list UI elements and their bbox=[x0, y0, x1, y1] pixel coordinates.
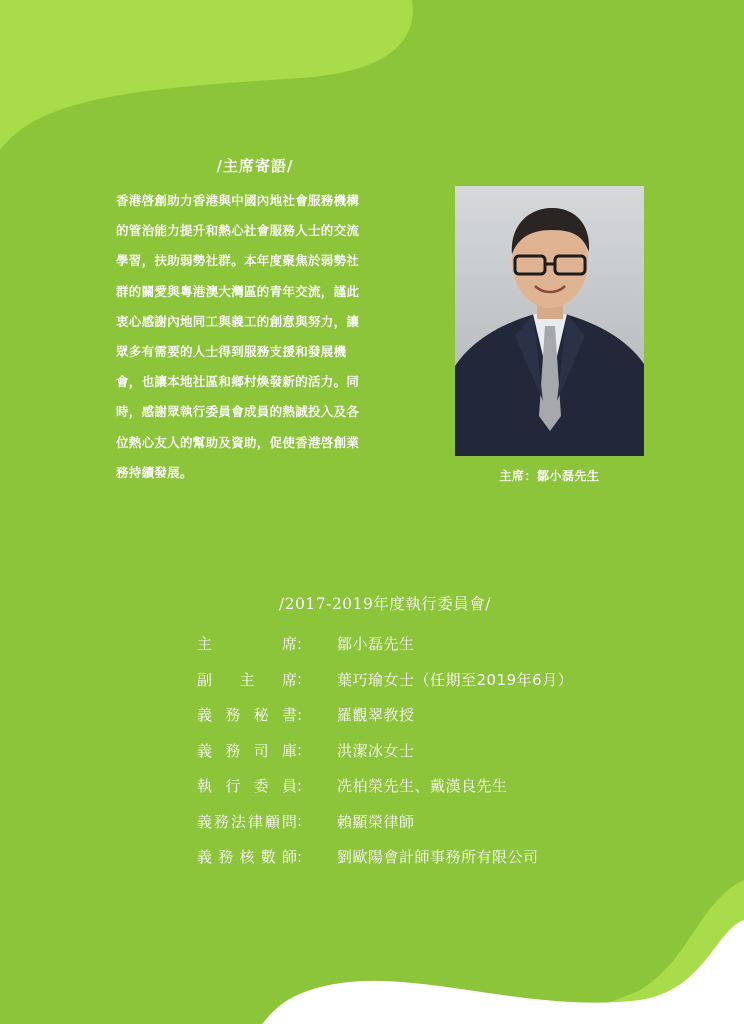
message-line: 衷心感謝內地同工與義工的創意與努力，讓 bbox=[116, 313, 360, 329]
committee-colon: : bbox=[297, 776, 303, 795]
committee-role: 義 務 法 律 顧 問 bbox=[197, 812, 297, 831]
message-line: 群的關愛與粵港澳大灣區的青年交流，謹此 bbox=[116, 283, 360, 299]
message-line: 位熱心友人的幫助及資助，促使香港啓創業 bbox=[116, 434, 360, 450]
committee-colon: : bbox=[297, 634, 303, 653]
committee-role: 主 席 bbox=[197, 635, 297, 654]
committee-member-name: 羅觀翠教授 bbox=[337, 706, 415, 725]
committee-colon: : bbox=[297, 705, 303, 724]
committee-role: 執 行 委 員 bbox=[197, 777, 297, 796]
message-line: 香港啓創助力香港與中國內地社會服務機構 bbox=[116, 193, 360, 208]
committee-member-name: 賴顯榮律師 bbox=[337, 812, 415, 831]
committee-role: 義 務 秘 書 bbox=[197, 706, 297, 725]
committee-role: 副 主 席 bbox=[197, 670, 297, 689]
committee-row bbox=[197, 626, 677, 662]
committee-row bbox=[197, 768, 677, 804]
top-light-wave bbox=[0, 0, 413, 150]
message-line: 時，感謝眾執行委員會成員的熱誠投入及各 bbox=[116, 404, 360, 420]
message-line: 會，也讓本地社區和鄉村煥發新的活力。同 bbox=[116, 374, 360, 390]
committee-colon: : bbox=[297, 847, 303, 866]
committee-row bbox=[197, 733, 677, 769]
message-line: 務持續發展。 bbox=[116, 464, 193, 480]
committee-role: 義 務 核 數 師 bbox=[197, 848, 297, 867]
message-line: 學習，扶助弱勢社群。本年度聚焦於弱勢社 bbox=[116, 253, 360, 269]
committee-row bbox=[197, 662, 677, 698]
committee-row bbox=[197, 839, 677, 875]
photo-caption: 主席：鄒小磊先生 bbox=[499, 469, 600, 483]
committee-role: 義 務 司 庫 bbox=[197, 741, 297, 760]
chairman-message-text bbox=[116, 186, 398, 488]
committee-member-name: 洪潔冰女士 bbox=[337, 741, 415, 760]
chairman-message-heading: /主席寄語/ bbox=[216, 157, 294, 175]
committee-row bbox=[197, 697, 677, 733]
committee-list bbox=[197, 626, 677, 875]
committee-member-name: 鄒小磊先生 bbox=[337, 635, 415, 654]
committee-row bbox=[197, 804, 677, 840]
committee-heading: /2017-2019年度執行委員會/ bbox=[278, 595, 492, 613]
message-line: 眾多有需要的人士得到服務支援和發展機 bbox=[116, 344, 347, 360]
committee-colon: : bbox=[297, 812, 303, 831]
committee-colon: : bbox=[297, 670, 303, 689]
committee-member-name: 冼柏榮先生、戴漢良先生 bbox=[337, 777, 508, 796]
message-line: 的管治能力提升和熱心社會服務人士的交流 bbox=[116, 223, 360, 239]
chairman-portrait-photo bbox=[455, 186, 644, 456]
committee-colon: : bbox=[297, 741, 303, 760]
committee-member-name: 葉巧瑜女士（任期至2019年6月） bbox=[337, 670, 574, 689]
committee-member-name: 劉歐陽會計師事務所有限公司 bbox=[337, 848, 539, 867]
